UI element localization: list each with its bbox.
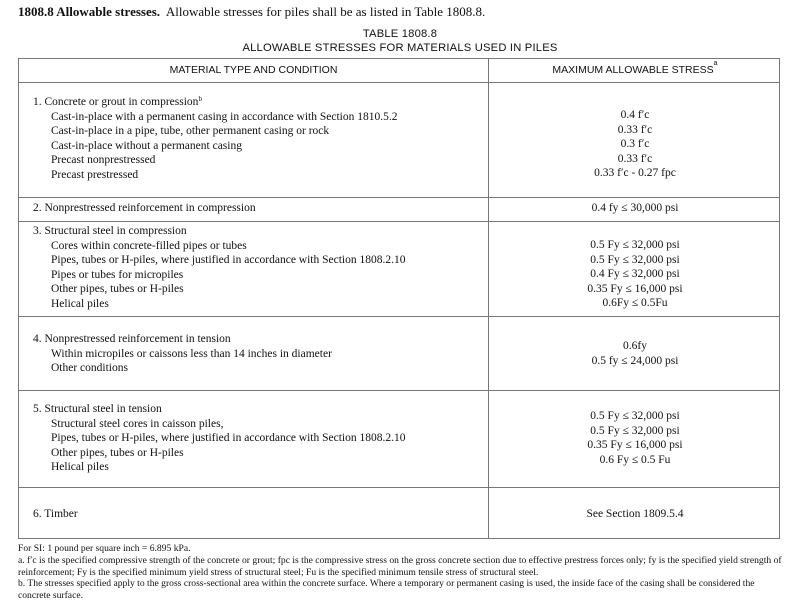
allowable-stress-table bbox=[18, 58, 780, 539]
row-6-stresses: See Section 1809.5.4 bbox=[586, 508, 684, 520]
section-text: Allowable stresses for piles shall be as listed in Table 1808.8. bbox=[165, 4, 486, 19]
table-number: TABLE 1808.8 bbox=[362, 28, 438, 40]
footnote-b: b. The stresses specified apply to the gross cross-sectional area within the concrete surface. Where a temporary or permanent casing is used, the inside face of the casing shall be considered the concrete surface. bbox=[18, 578, 755, 602]
row-4-stresses: 0.6fy 0.5 fy ≤ 24,000 psi bbox=[591, 340, 679, 367]
table-caption bbox=[0, 27, 800, 55]
row-4-material: 4. Nonprestressed reinforcement in tension Within micropiles or caissons less than 14 inches in diameter Other conditions bbox=[33, 333, 332, 375]
row-6-material: 6. Timber bbox=[33, 508, 78, 520]
footnote-si: For SI: 1 pound per square inch = 6.895 kPa. bbox=[18, 543, 191, 554]
row-2-material: 2. Nonprestressed reinforcement in compression bbox=[33, 202, 256, 214]
header-stress: MAXIMUM ALLOWABLE STRESS$^a$ bbox=[552, 60, 718, 76]
table-title: ALLOWABLE STRESSES FOR MATERIALS USED IN PILES bbox=[242, 42, 558, 54]
row-1-stresses: 0.4 f′c 0.33 f′c 0.3 f′c 0.33 f′c 0.33 f′c - 0.27 fpc bbox=[594, 109, 676, 180]
section-number: 1808.8 Allowable stresses. bbox=[18, 4, 161, 19]
row-2-stresses: 0.4 fy ≤ 30,000 psi bbox=[591, 202, 679, 214]
table-footnotes bbox=[18, 543, 782, 602]
row-3-stresses: 0.5 Fy ≤ 32,000 psi 0.5 Fy ≤ 32,000 psi 0.4 Fy ≤ 32,000 psi 0.35 Fy ≤ 16,000 psi 0.6Fy ≤ 0.5Fu bbox=[587, 239, 683, 310]
row-1-material: 1. Concrete or grout in compression$^b$ Cast-in-place with a permanent casing in accordance with Section 1810.5.2 Cast-in-place in a pipe, tube, other permanent casing or rock Cast-in-place without a permanent casing Precast nonprestressed Precast prestressed bbox=[33, 95, 398, 181]
section-heading bbox=[18, 4, 485, 20]
row-5-material: 5. Structural steel in tension Structural steel cores in caisson piles, Pipes, tubes or H-piles, where justified in accordance with Section 1808.2.10 Other pipes, tubes or H-piles Helical piles bbox=[33, 403, 406, 474]
footnote-a: a. f′c is the specified compressive strength of the concrete or grout; fpc is the compressive stress on the gross concrete section due to effective prestress forces only; fy is the specified yield strength of reinforcement; Fy is the specified minimum yield stress of structural steel; Fu is the specified minimum tensile stress of structural steel. bbox=[18, 554, 782, 578]
header-material: MATERIAL TYPE AND CONDITION bbox=[169, 64, 338, 76]
row-5-stresses: 0.5 Fy ≤ 32,000 psi 0.5 Fy ≤ 32,000 psi 0.35 Fy ≤ 16,000 psi 0.6 Fy ≤ 0.5 Fu bbox=[587, 410, 683, 466]
row-3-material: 3. Structural steel in compression Cores within concrete-filled pipes or tubes Pipes, tubes or H-piles, where justified in accordance with Section 1808.2.10 Pipes or tubes for micropiles Other pipes, tubes or H-piles Helical piles bbox=[33, 225, 406, 310]
